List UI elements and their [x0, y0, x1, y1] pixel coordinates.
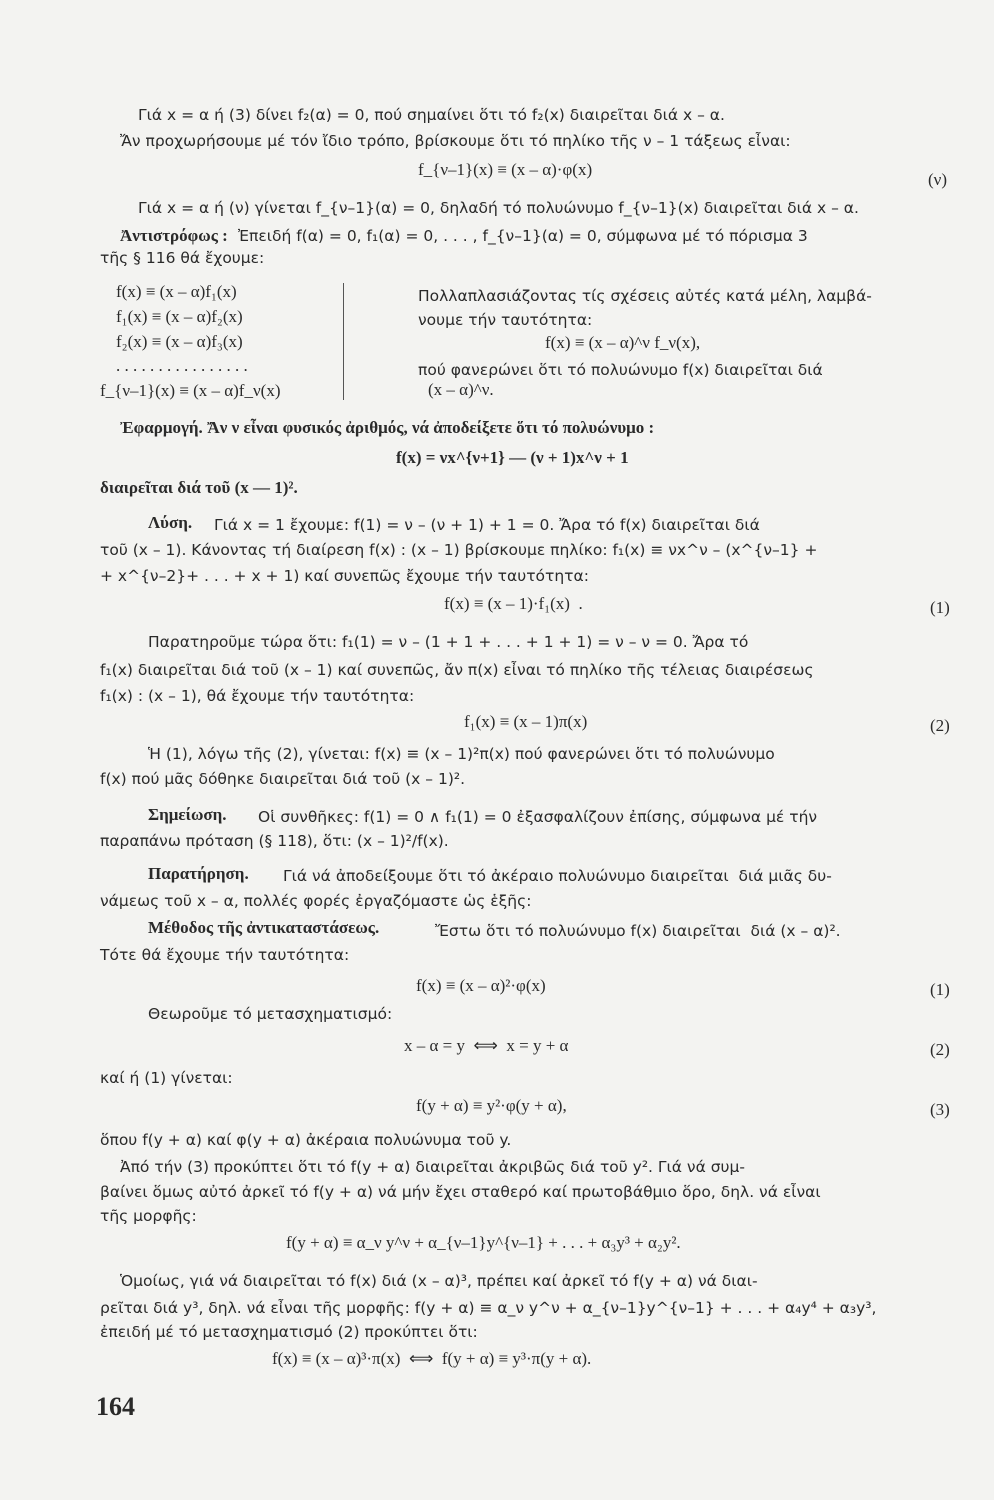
equation: f₁(x) ≡ (x – 1)π(x): [464, 712, 588, 731]
equation: f_{ν–1}(x) ≡ (x – α)f_ν(x): [100, 381, 281, 400]
text-line: Γιά x = α ή (3) δίνει f₂(α) = 0, πού σημαίνει ὅτι τό f₂(x) διαιρεῖται διά x – α.: [138, 106, 725, 124]
page-number: 164: [96, 1392, 135, 1421]
text-line: νάμεως τοῦ x – α, πολλές φορές ἐργαζόμαστε ὡς ἑξῆς:: [100, 892, 532, 910]
text-line: ρεῖται διά y³, δηλ. νά εἶναι τῆς μορφῆς: f(y + α) ≡ α_ν y^ν + α_{ν–1}y^{ν–1} + . . . + α₄y⁴ + α₃y³,: [100, 1299, 877, 1317]
text-line: παραπάνω πρόταση (§ 118), ὅτι: (x – 1)²/f(x).: [100, 832, 449, 850]
equation-number: (ν): [928, 170, 948, 189]
equation: f(x) ≡ (x – 1)·f₁(x) .: [444, 594, 583, 613]
run-in-heading: Λύση.: [148, 513, 193, 532]
equation-number: (2): [930, 1040, 950, 1059]
equation: f₁(x) ≡ (x – α)f₂(x): [116, 307, 243, 326]
text-line: Τότε θά ἔχουμε τήν ταυτότητα:: [100, 946, 350, 964]
text-line: Οἱ συνθῆκες: f(1) = 0 ∧ f₁(1) = 0 ἐξασφαλίζουν ἐπίσης, σύμφωνα μέ τήν: [258, 808, 818, 826]
equation-number: (1): [930, 980, 950, 999]
text-line: διαιρεῖται διά τοῦ (x — 1)².: [100, 478, 298, 497]
equation: f_{ν–1}(x) ≡ (x – α)·φ(x): [418, 160, 593, 179]
text-line: Γιά νά ἀποδείξουμε ὅτι τό ἀκέραιο πολυώνυμο διαιρεῖται διά μιᾶς δυ-: [283, 867, 832, 885]
text-line: τῆς § 116 θά ἔχουμε:: [100, 249, 265, 267]
text-line: βαίνει ὅμως αὐτό ἀρκεῖ τό f(y + α) νά μήν ἔχει σταθερό καί πρωτοβάθμιο ὅρο, δηλ. νά εἶναι: [100, 1183, 821, 1201]
text-line: νουμε τήν ταυτότητα:: [418, 311, 593, 329]
text-line: ὅπου f(y + α) καί φ(y + α) ἀκέραια πολυώνυμα τοῦ y.: [100, 1131, 512, 1149]
column-divider: [343, 283, 344, 400]
text-line: Ἐπειδή f(α) = 0, f₁(α) = 0, . . . , f_{ν–1}(α) = 0, σύμφωνα μέ τό πόρισμα 3: [238, 227, 808, 245]
equation: f(x) ≡ (x – α)f₁(x): [116, 282, 237, 301]
text-line: πού φανερώνει ὅτι τό πολυώνυμο f(x) διαιρεῖται διά: [418, 361, 823, 379]
run-in-heading: Παρατήρηση.: [148, 864, 249, 883]
equation: f(x) ≡ (x – α)^ν f_ν(x),: [545, 333, 701, 352]
equation: f₂(x) ≡ (x – α)f₃(x): [116, 332, 243, 351]
text-line: καί ή (1) γίνεται:: [100, 1069, 233, 1087]
application-heading: Ἐφαρμογή. Ἄν ν εἶναι φυσικός ἀριθμός, νά ἀποδείξετε ὅτι τό πολυώνυμο :: [120, 418, 655, 437]
equation-number: (3): [930, 1100, 950, 1119]
text-line: τῆς μορφῆς:: [100, 1207, 197, 1225]
text-line: ἐπειδή μέ τό μετασχηματισμό (2) προκύπτει ὅτι:: [100, 1323, 478, 1341]
equation: f(x) = νx^{ν+1} — (ν + 1)x^ν + 1: [396, 448, 629, 467]
equation: f(y + α) ≡ α_ν y^ν + α_{ν–1}y^{ν–1} + . . . + α₃y³ + α₂y².: [286, 1233, 681, 1252]
text-line: f(x) πού μᾶς δόθηκε διαιρεῖται διά τοῦ (x – 1)².: [100, 770, 466, 788]
equation: f(y + α) ≡ y²·φ(y + α),: [416, 1096, 567, 1115]
text-line: τοῦ (x – 1). Κάνοντας τή διαίρεση f(x) : (x – 1) βρίσκουμε πηλίκο: f₁(x) ≡ νx^ν – (x^{ν–1} +: [100, 541, 818, 559]
equation: f(x) ≡ (x – α)³·π(x) ⟺ f(y + α) ≡ y³·π(y + α).: [272, 1349, 592, 1368]
text-line: + x^{ν–2}+ . . . + x + 1) καί συνεπῶς ἔχουμε τήν ταυτότητα:: [100, 567, 589, 585]
text-line: Ὁμοίως, γιά νά διαιρεῖται τό f(x) διά (x – α)³, πρέπει καί ἀρκεῖ τό f(y + α) νά διαι-: [120, 1272, 758, 1290]
text-line: f₁(x) : (x – 1), θά ἔχουμε τήν ταυτότητα:: [100, 687, 415, 705]
text-line: Ἀπό τήν (3) προκύπτει ὅτι τό f(y + α) διαιρεῖται ἀκριβῶς διά τοῦ y². Γιά νά συμ-: [120, 1158, 745, 1176]
text-line: Παρατηροῦμε τώρα ὅτι: f₁(1) = ν – (1 + 1 + . . . + 1 + 1) = ν – ν = 0. Ἄρα τό: [148, 633, 749, 651]
run-in-heading: Ἀντιστρόφως :: [120, 226, 228, 245]
text-line: Γιά x = 1 ἔχουμε: f(1) = ν – (ν + 1) + 1 = 0. Ἄρα τό f(x) διαιρεῖται διά: [214, 516, 760, 534]
text-line: Γιά x = α ή (ν) γίνεται f_{ν–1}(α) = 0, δηλαδή τό πολυώνυμο f_{ν–1}(x) διαιρεῖται διά x – α.: [138, 199, 859, 217]
dotted-row: . . . . . . . . . . . . . . . .: [116, 356, 248, 375]
text-line: Θεωροῦμε τό μετασχηματισμό:: [148, 1005, 393, 1023]
run-in-heading: Μέθοδος τῆς ἀντικαταστάσεως.: [148, 918, 380, 937]
text-line: Ἔστω ὅτι τό πολυώνυμο f(x) διαιρεῖται διά (x – α)².: [435, 922, 841, 940]
equation: (x – α)^ν.: [428, 380, 494, 399]
equation: f(x) ≡ (x – α)²·φ(x): [416, 976, 546, 995]
text-line: f₁(x) διαιρεῖται διά τοῦ (x – 1) καί συνεπῶς, ἄν π(x) εἶναι τό πηλίκο τῆς τέλειας διαιρέσεως: [100, 661, 814, 679]
run-in-heading: Σημείωση.: [148, 805, 227, 824]
text-line: Ἄν προχωρήσουμε μέ τόν ἴδιο τρόπο, βρίσκουμε ὅτι τό πηλίκο τῆς ν – 1 τάξεως εἶναι:: [120, 132, 791, 150]
text-line: Πολλαπλασιάζοντας τίς σχέσεις αὐτές κατά μέλη, λαμβά-: [418, 287, 872, 305]
equation: x – α = y ⟺ x = y + α: [404, 1036, 569, 1055]
text-line: Ἡ (1), λόγω τῆς (2), γίνεται: f(x) ≡ (x – 1)²π(x) πού φανερώνει ὅτι τό πολυώνυμο: [148, 745, 775, 763]
equation-number: (2): [930, 716, 950, 735]
equation-number: (1): [930, 598, 950, 617]
